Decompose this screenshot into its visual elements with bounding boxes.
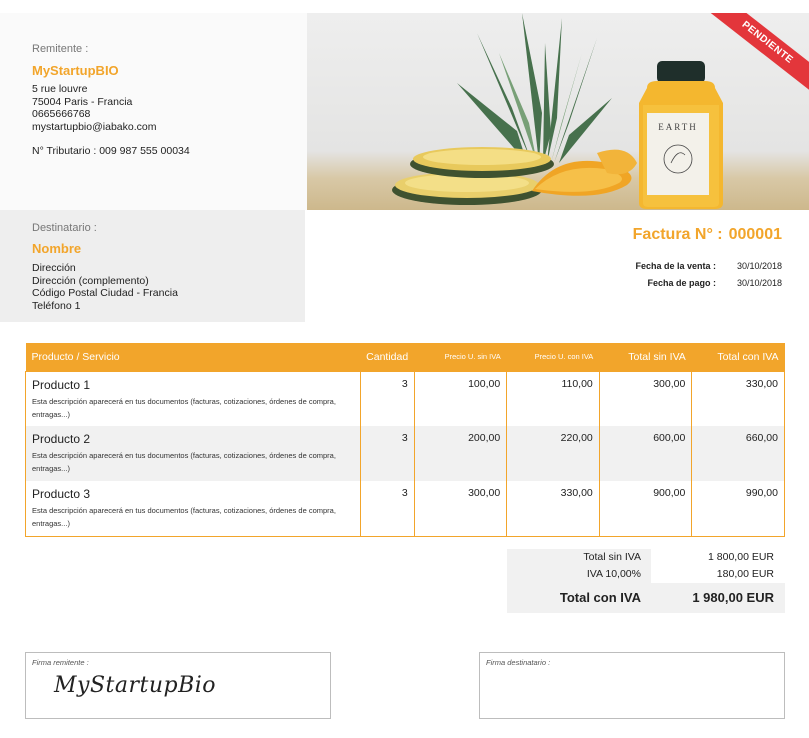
quantity-cell: 3 (360, 426, 414, 481)
total-inc-cell: 330,00 (692, 371, 785, 426)
sender-block (0, 13, 307, 210)
product-name: Producto 1 (32, 377, 91, 392)
unit-price-inc-cell: 220,00 (507, 426, 600, 481)
col-header-total-ex: Total sin IVA (599, 343, 692, 371)
sender-signature-label: Firma remitente : (32, 658, 89, 667)
recipient-signature-box[interactable] (479, 652, 785, 719)
recipient-phone: Teléfono 1 (32, 299, 81, 312)
vat-value: 180,00 EUR (716, 568, 774, 580)
total-ex-value: 1 800,00 EUR (708, 551, 774, 563)
sender-name: MyStartupBIO (32, 63, 119, 78)
sender-tax-id: N° Tributario : 009 987 555 00034 (32, 145, 190, 157)
sender-details (32, 83, 156, 133)
product-cell (26, 426, 361, 481)
recipient-details (32, 262, 178, 312)
totals-block (507, 549, 785, 613)
grand-total-value: 1 980,00 EUR (651, 583, 785, 613)
col-header-quantity: Cantidad (360, 343, 414, 371)
sender-phone: 0665666768 (32, 108, 91, 120)
product-name: Producto 2 (32, 432, 91, 446)
total-ex-cell: 300,00 (599, 371, 692, 426)
product-cell (26, 481, 361, 536)
total-inc-cell: 990,00 (692, 481, 785, 536)
sender-city: 75004 Paris - Francia (32, 95, 133, 108)
product-description: Esta descripción aparecerá en tus documentos (facturas, cotizaciones, órdenes de compra, entragas...) (32, 451, 336, 473)
sale-date: 30/10/2018 (736, 261, 782, 271)
sender-email: mystartupbio@iabako.com (32, 120, 157, 133)
recipient-block (0, 210, 305, 322)
recipient-address: Dirección (32, 262, 76, 274)
sale-date-label: Fecha de la venta : (635, 261, 716, 271)
unit-price-ex-cell: 300,00 (414, 481, 507, 536)
product-description: Esta descripción aparecerá en tus documentos (facturas, cotizaciones, órdenes de compra, entragas...) (32, 396, 336, 419)
quantity-cell: 3 (360, 481, 414, 536)
unit-price-ex-cell: 100,00 (414, 371, 507, 426)
juice-pineapple-photo (307, 13, 809, 210)
total-ex-cell: 600,00 (599, 426, 692, 481)
total-ex-cell: 900,00 (599, 481, 692, 536)
col-header-total-inc: Total con IVA (692, 343, 785, 371)
unit-price-inc-cell: 110,00 (507, 371, 600, 426)
table-row (26, 371, 785, 426)
invoice-number: 000001 (728, 226, 782, 243)
svg-text:EARTH: EARTH (658, 122, 698, 132)
invoice-dates (586, 258, 782, 292)
grand-total-label: Total con IVA (507, 583, 651, 613)
payment-date: 30/10/2018 (736, 278, 782, 288)
total-inc-cell: 660,00 (692, 426, 785, 481)
sender-address: 5 rue louvre (32, 83, 88, 95)
total-ex-label: Total sin IVA (507, 549, 651, 566)
status-ribbon: PENDIENTE (697, 13, 809, 101)
col-header-unit-price-ex: Precio U. sin IVA (414, 343, 507, 371)
vat-label: IVA 10,00% (507, 566, 651, 583)
items-table (25, 343, 785, 537)
product-name: Producto 3 (32, 487, 91, 501)
sender-signature: MyStartupBio (54, 673, 217, 698)
table-row (26, 481, 785, 536)
unit-price-inc-cell: 330,00 (507, 481, 600, 536)
product-description: Esta descripción aparecerá en tus documentos (facturas, cotizaciones, órdenes de compra, entragas...) (32, 506, 336, 528)
product-cell (26, 371, 361, 426)
col-header-unit-price-inc: Precio U. con IVA (507, 343, 600, 371)
col-header-product: Producto / Servicio (26, 343, 361, 371)
recipient-name: Nombre (32, 241, 82, 256)
payment-date-label: Fecha de pago : (647, 278, 716, 288)
recipient-city: Código Postal Ciudad - Francia (32, 287, 178, 299)
invoice-title (633, 226, 782, 244)
recipient-signature-label: Firma destinatario : (486, 658, 551, 667)
unit-price-ex-cell: 200,00 (414, 426, 507, 481)
table-header-row (26, 343, 785, 371)
recipient-address2: Dirección (complemento) (32, 274, 149, 287)
invoice-title-label: Factura N° : (632, 226, 723, 243)
recipient-label: Destinatario : (32, 222, 97, 234)
quantity-cell: 3 (360, 371, 414, 426)
table-row (26, 426, 785, 481)
sender-label: Remitente : (32, 43, 89, 55)
hero-image (307, 13, 809, 210)
sender-signature-box[interactable] (25, 652, 331, 719)
